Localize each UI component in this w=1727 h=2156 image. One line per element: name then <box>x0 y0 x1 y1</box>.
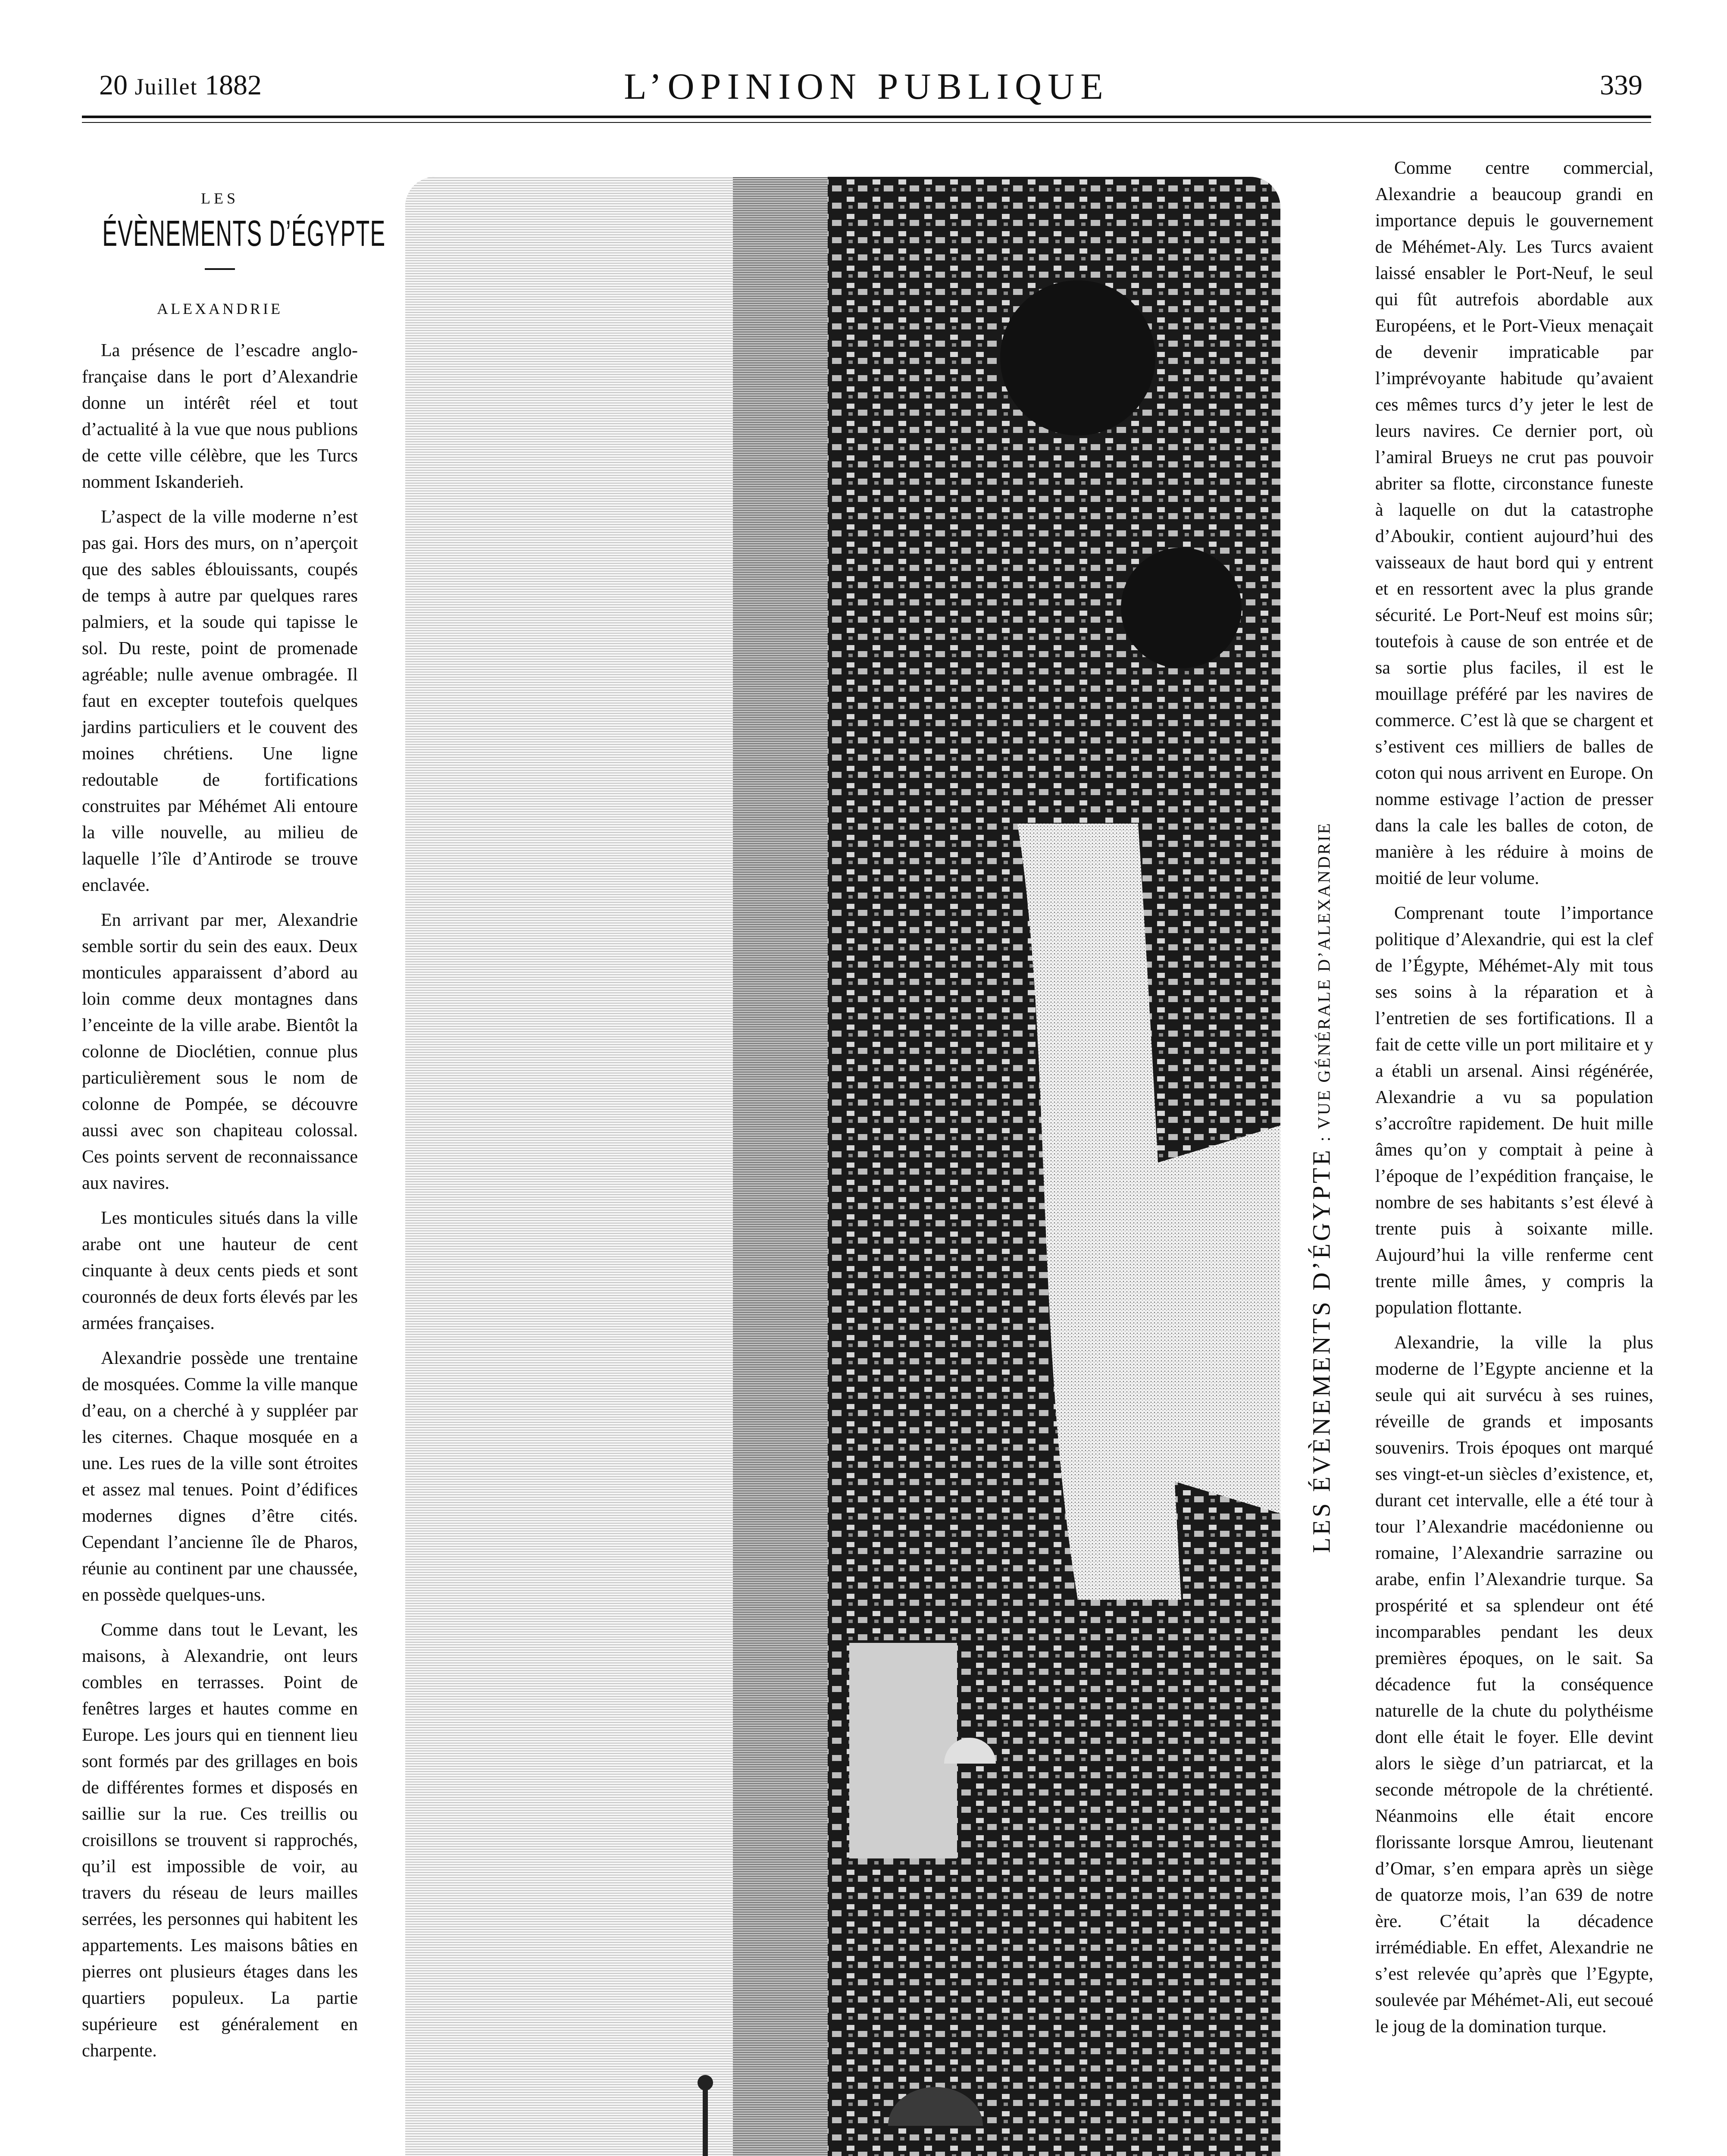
article-left-column <box>82 172 386 2073</box>
masthead-rule-thick <box>82 116 1651 118</box>
caption-main: LES ÉVÈNEMENTS D’ÉGYPTE <box>1307 1147 1336 1553</box>
article-kicker: LES <box>200 190 239 207</box>
page-number: 339 <box>1600 69 1643 101</box>
issue-date-year: 1882 <box>205 69 262 101</box>
article-title: ÉVÈNEMENTS D’ÉGYPTE <box>102 213 386 254</box>
issue-date-month: Juillet <box>135 74 198 100</box>
title-divider <box>205 268 235 270</box>
paragraph: Comprenant toute l’importance politique d’Alexandrie, qui est la clef de l’Égypte, Méhémet-Aly mit tous ses soins à la réparation et à l’entretien de ses fortifications. Il a fait de cette ville un port militaire et y a établi un arsenal. Ainsi régénérée, Alexandrie a vu sa population s’accroître rapidement. De huit mille âmes qu’on y comptait à peine à l’époque de l’expédition française, le nombre de ses habitants s’est élevé à trente puis à soixante mille. Aujourd’hui la ville renferme cent trente mille âmes, y compris la population flottante. <box>1375 903 1653 1318</box>
article-right-column <box>1375 155 1653 2049</box>
paragraph: Alexandrie possède une trentaine de mosquées. Comme la ville manque d’eau, on a cherché à y suppléer par les citernes. Chaque mosquée en a une. Les rues de la ville sont étroites et assez mal tenues. Point d’édifices modernes dignes d’être cités. Cependant l’ancienne île de Pharos, réunie au continent par une chaussée, en possède quelques-uns. <box>82 1348 358 1605</box>
issue-date-day: 20 <box>99 69 128 101</box>
alexandria-engraving <box>405 177 1280 2156</box>
masthead <box>82 65 1651 116</box>
paragraph: Comme centre commercial, Alexandrie a beaucoup grandi en importance depuis le gouvernement de Méhémet-Aly. Les Turcs avaient laissé ensabler le Port-Neuf, le seul qui fût autrefois abordable aux Européens, et le Port-Vieux menaçait de devenir impraticable par l’imprévoyante habitude qu’avaient ces mêmes turcs d’y jeter le lest de leurs navires. Ce dernier port, où l’amiral Brueys ne crut pas pouvoir abriter sa flotte, circonstance funeste à laquelle on dut la catastrophe d’Aboukir, contient aujourd’hui des vaisseaux de haut bord qui y entrent et en ressortent avec la plus grande sécurité. Le Port-Neuf est moins sûr; toutefois à cause de son entrée et de sa sortie plus faciles, il est le mouillage préféré par les navires de commerce. C’est là que se chargent et s’estivent ces milliers de balles de coton qui nous arrivent en Europe. On nomme estivage l’action de presser dans la cale les balles de coton, de manière à les réduire à moins de moitié de leur volume. <box>1375 158 1653 888</box>
masthead-rule-thin <box>82 122 1651 123</box>
paragraph: Alexandrie, la ville la plus moderne de l’Egypte ancienne et la seule qui ait survécu à ses ruines, réveille de grands et imposants souvenirs. Trois époques ont marqué ses vingt-et-un siècles d’existence, et, durant cet intervalle, elle a été tour à tour l’Alexandrie macédonienne ou romaine, l’Alexandrie sarrazine ou arabe, enfin l’Alexandrie turque. Sa prospérité et sa splendeur ont été incomparables pendant les deux premières époques, on le sait. Sa décadence fut la conséquence naturelle de la chute du polythéisme dont elle était le foyer. Elle devint alors le siège d’un patriarcat, et la seconde métropole de la chrétienté. Néanmoins elle était encore florissante lorsque Amrou, lieutenant d’Omar, s’en empara après un siège de quatorze mois, l’an 639 de notre ère. C’était la décadence irrémédiable. En effet, Alexandrie ne s’est relevée qu’après que l’Egypte, soulevée par Méhémet-Ali, eut secoué le joug de la domination turque. <box>1375 1333 1653 2037</box>
paragraph: Les monticules situés dans la ville arabe ont une hauteur de cent cinquante à deux cents pieds et sont couronnés de deux forts élevés par les armées françaises. <box>82 1208 358 1333</box>
paragraph: L’aspect de la ville moderne n’est pas gai. Hors des murs, on n’aperçoit que des sables éblouissants, coupés de temps à autre par quelques rares palmiers, et la soude qui tapisse le sol. Du reste, point de promenade agréable; nulle avenue ombragée. Il faut en excepter toutefois quelques jardins particuliers et le couvent des moines chrétiens. Une ligne redoutable de fortifications construites par Méhémet Ali entoure la ville nouvelle, au milieu de laquelle l’île d’Antirode se trouve enclavée. <box>82 507 358 895</box>
illustration-caption-text <box>1307 649 1336 1727</box>
caption-separator: : <box>1314 1129 1334 1148</box>
paragraph: Comme dans tout le Levant, les maisons, à Alexandrie, ont leurs combles en terrasses. Point de fenêtres larges et hautes comme en Europe. Les jours qui en tiennent lieu sont formés par des grillages en bois de différentes formes et disposés en saillie sur la rue. Ces treillis ou croisillons se trouvent si rapprochés, qu’il est impossible de voir, au travers du réseau de leurs mailles serrées, les personnes qui habitent les appartements. Les maisons bâties en pierres ont plusieurs étages dans les quartiers populeux. La partie supérieure est généralement en charpente. <box>82 1620 358 2061</box>
engraving-illustration <box>405 177 1280 2156</box>
article-subtitle: ALEXANDRIE <box>157 300 283 317</box>
newspaper-title: L’OPINION PUBLIQUE <box>624 66 1109 107</box>
caption-sub: VUE GÉNÉRALE D’ALEXANDRIE <box>1314 821 1334 1129</box>
paragraph: La présence de l’escadre anglo-française dans le port d’Alexandrie donne un intérêt réel et tout d’actualité à la vue que nous publions de cette ville célèbre, que les Turcs nomment Iskanderieh. <box>82 341 358 492</box>
paragraph: En arrivant par mer, Alexandrie semble sortir du sein des eaux. Deux monticules apparaissent d’abord au loin comme deux montagnes dans l’enceinte de la ville arabe. Bientôt la colonne de Dioclétien, connue plus particulièrement sous le nom de colonne de Pompée, se découvre aussi avec son chapiteau colossal. Ces points servent de reconnaissance aux navires. <box>82 910 358 1193</box>
